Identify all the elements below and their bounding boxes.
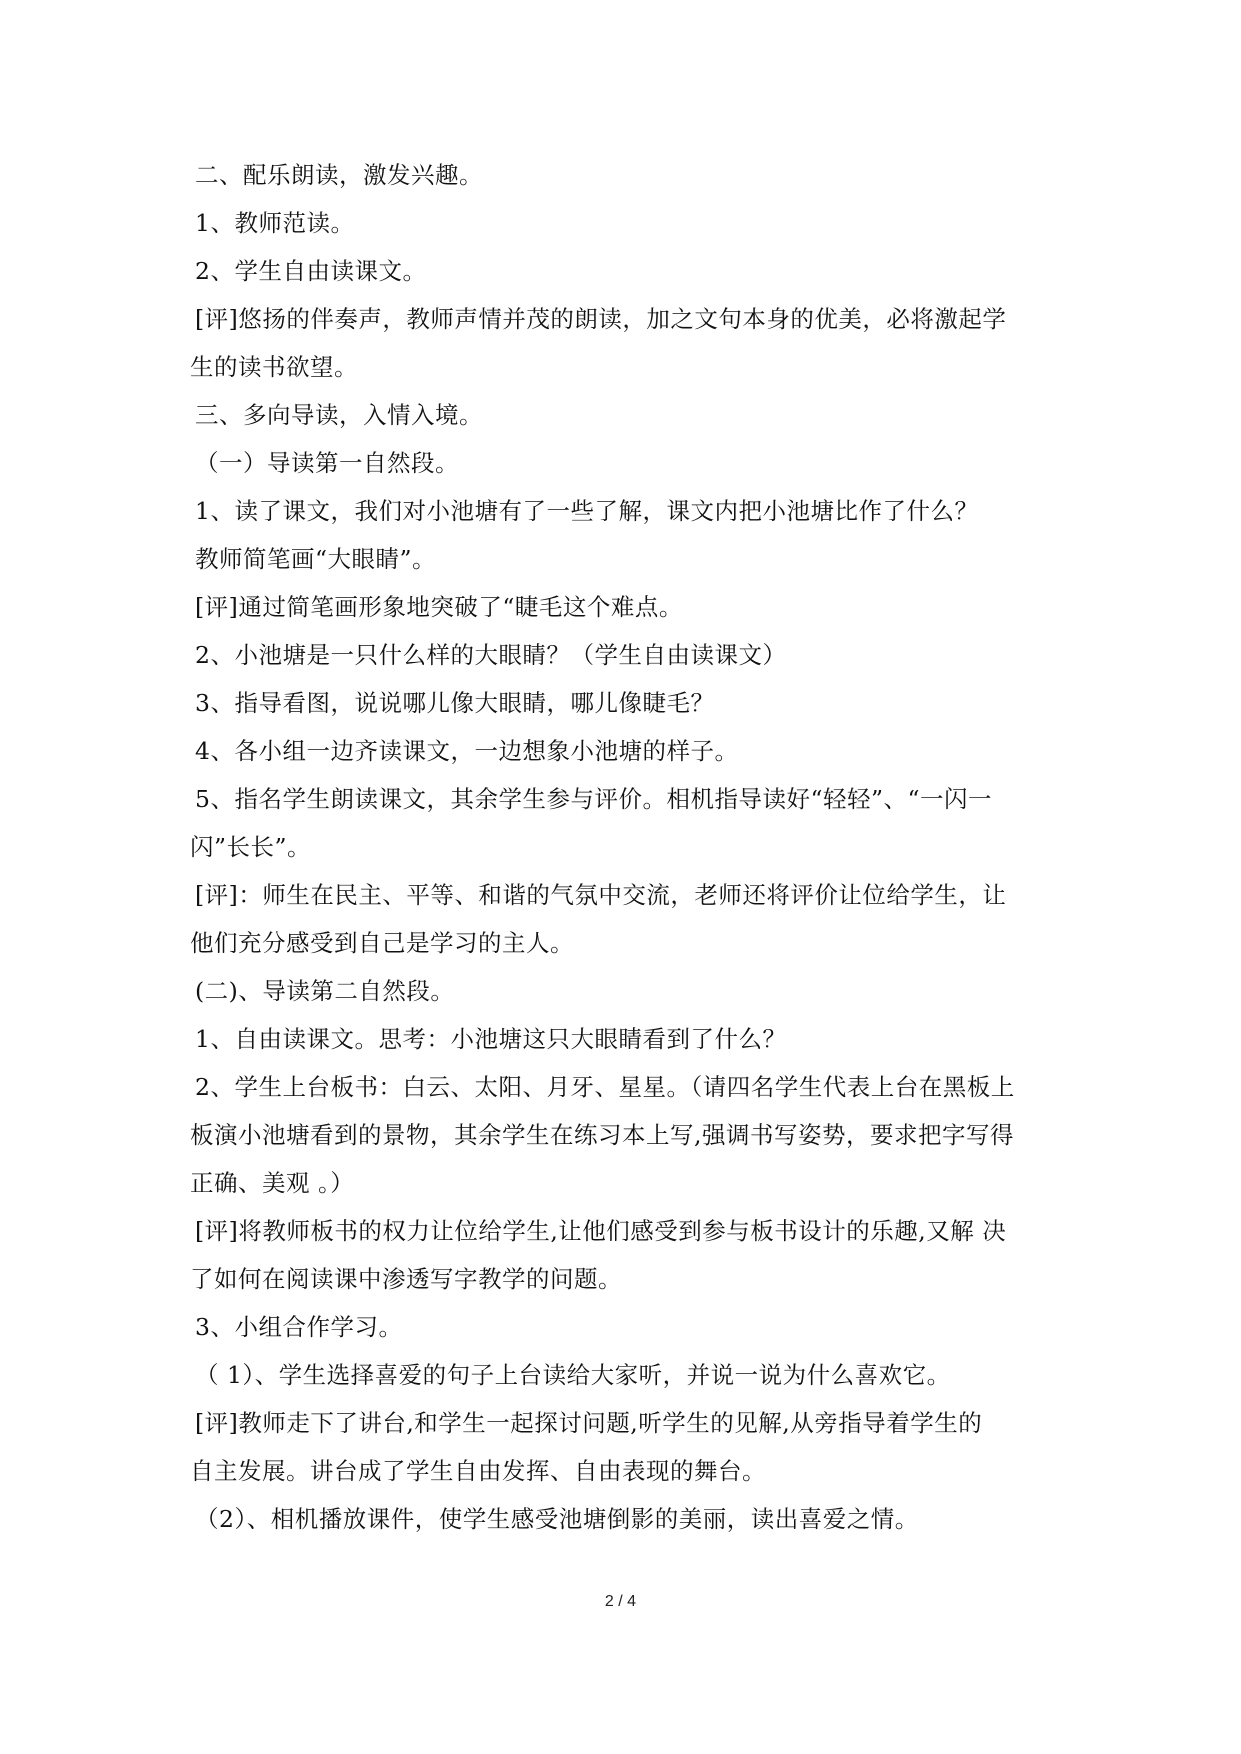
text-line: 他们充分感受到自己是学习的主人。 (190, 929, 574, 957)
text-line: 教师简笔画“大眼睛”。 (195, 545, 437, 573)
subsection-heading-1: （一）导读第一自然段。 (195, 449, 459, 477)
text-line: 板演小池塘看到的景物，其余学生在练习本上写,强调书写姿势，要求把字写得 (190, 1121, 1014, 1149)
text-line: 2、学生上台板书：白云、太阳、月牙、星星。（请四名学生代表上台在黑板上 (195, 1073, 1015, 1101)
subsection-heading-2: (二)、导读第二自然段。 (195, 977, 455, 1005)
comment-line: [评]将教师板书的权力让位给学生,让他们感受到参与板书设计的乐趣,又解 决 (195, 1217, 1007, 1245)
text-line: 正确、美观 。） (190, 1169, 355, 1197)
text-line: 了如何在阅读课中渗透写字教学的问题。 (190, 1265, 622, 1293)
text-line: 2、小池塘是一只什么样的大眼睛？（学生自由读课文） (195, 641, 787, 669)
text-line: 2、学生自由读课文。 (195, 257, 427, 285)
text-line: 1、自由读课文。思考：小池塘这只大眼睛看到了什么？ (195, 1025, 787, 1053)
text-line: 生的读书欲望。 (190, 353, 358, 381)
comment-line: [评]教师走下了讲台,和学生一起探讨问题,听学生的见解,从旁指导着学生的 (195, 1409, 983, 1437)
text-line: 5、指名学生朗读课文，其余学生参与评价。相机指导读好“轻轻”、“一闪一 (195, 785, 992, 813)
text-line: 3、小组合作学习。 (195, 1313, 403, 1341)
text-line: （2）、相机播放课件，使学生感受池塘倒影的美丽，读出喜爱之情。 (195, 1505, 919, 1533)
text-line: 1、教师范读。 (195, 209, 355, 237)
text-line: 自主发展。讲台成了学生自由发挥、自由表现的舞台。 (190, 1457, 766, 1485)
text-line: 4、各小组一边齐读课文，一边想象小池塘的样子。 (195, 737, 739, 765)
comment-line: [评]：师生在民主、平等、和谐的气氛中交流，老师还将评价让位给学生，让 (195, 881, 1007, 909)
comment-line: [评]悠扬的伴奏声，教师声情并茂的朗读，加之文句本身的优美，必将激起学 (195, 305, 1007, 333)
page-number: 2 / 4 (604, 1593, 637, 1610)
text-line: 闪”长长”。 (190, 833, 312, 861)
section-heading-2: 二、配乐朗读，激发兴趣。 (195, 161, 483, 189)
section-heading-3: 三、多向导读，入情入境。 (195, 401, 483, 429)
text-line: 1、读了课文，我们对小池塘有了一些了解，课文内把小池塘比作了什么？ (195, 497, 979, 525)
text-line: （ 1）、学生选择喜爱的句子上台读给大家听，并说一说为什么喜欢它。 (195, 1361, 951, 1389)
text-line: 3、指导看图，说说哪儿像大眼睛，哪儿像睫毛？ (195, 689, 715, 717)
comment-line: [评]通过简笔画形象地突破了“睫毛这个难点。 (195, 593, 683, 621)
